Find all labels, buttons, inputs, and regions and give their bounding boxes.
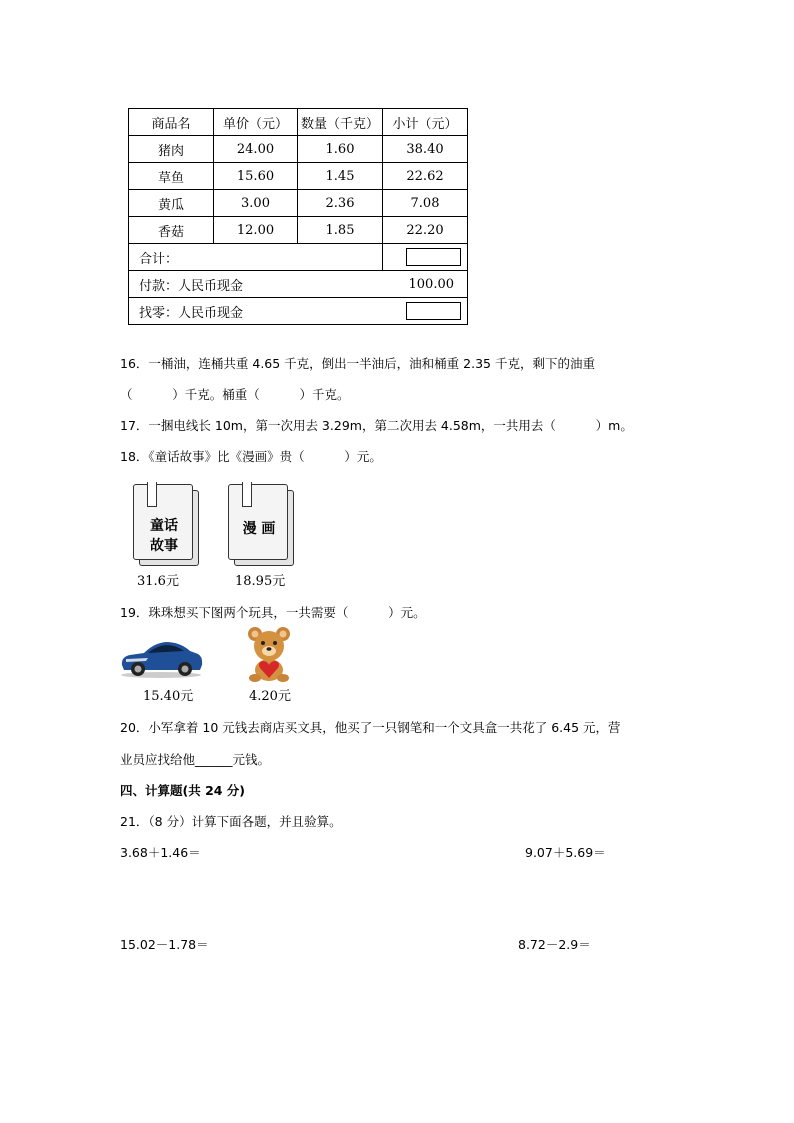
fairy-tale-book-icon	[133, 484, 199, 564]
table-cell: 1.60	[298, 136, 383, 163]
book-title-line: 故事	[150, 538, 178, 554]
table-cell: 12.00	[214, 217, 298, 244]
change-answer-cell	[383, 298, 468, 325]
teddy-bear-icon	[245, 626, 293, 682]
table-cell: 猪肉	[129, 136, 214, 163]
table-row	[129, 190, 468, 217]
payment-value: 100.00	[383, 271, 468, 298]
comic-book-price: 18.95元	[235, 574, 286, 589]
car-price: 15.40元	[143, 689, 194, 704]
question-19: 19．珠珠想买下图两个玩具，一共需要（ ）元。	[120, 605, 426, 620]
question-20-line1: 20．小军拿着 10 元钱去商店买文具，他买了一只钢笔和一个文具盒一共花了 6.45 元，营	[120, 720, 621, 735]
table-cell: 黄瓜	[129, 190, 214, 217]
calc-problem-d: 8.72－2.9＝	[518, 937, 591, 952]
table-cell: 38.40	[383, 136, 468, 163]
table-header-row	[129, 109, 468, 136]
table-cell: 15.60	[214, 163, 298, 190]
table-header-cell: 单价（元）	[214, 109, 298, 136]
table-row	[129, 163, 468, 190]
calc-problem-b: 9.07＋5.69＝	[525, 845, 606, 860]
change-label: 找零：人民币现金	[129, 298, 383, 325]
change-row	[129, 298, 468, 325]
question-21: 21．（8 分）计算下面各题，并且验算。	[120, 814, 342, 829]
total-answer-cell	[383, 244, 468, 271]
table-cell: 1.85	[298, 217, 383, 244]
teddy-bear-price: 4.20元	[249, 689, 291, 704]
car-icon	[118, 637, 204, 679]
section-heading: 四、计算题(共 24 分)	[120, 783, 246, 798]
table-cell: 22.20	[383, 217, 468, 244]
shopping-receipt-table	[128, 108, 468, 325]
comic-book-icon	[228, 484, 294, 564]
payment-row	[129, 271, 468, 298]
payment-label: 付款：人民币现金	[129, 271, 383, 298]
question-20-line2: 业员应找给他______元钱。	[120, 752, 271, 767]
fairy-tale-book-price: 31.6元	[137, 574, 179, 589]
change-answer-box[interactable]	[406, 302, 461, 320]
table-row	[129, 217, 468, 244]
table-cell: 24.00	[214, 136, 298, 163]
calc-problem-c: 15.02－1.78＝	[120, 937, 209, 952]
book-title-line: 漫 画	[242, 521, 276, 537]
table-header-cell: 数量（千克）	[298, 109, 383, 136]
table-row	[129, 136, 468, 163]
table-cell: 3.00	[214, 190, 298, 217]
table-cell: 2.36	[298, 190, 383, 217]
table-cell: 22.62	[383, 163, 468, 190]
total-label: 合计：	[129, 244, 383, 271]
table-cell: 草鱼	[129, 163, 214, 190]
question-16-line2: （ ）千克。桶重（ ）千克。	[120, 387, 350, 402]
table-cell: 1.45	[298, 163, 383, 190]
question-17: 17．一捆电线长 10m，第一次用去 3.29m，第二次用去 4.58m，一共用去（ ）m。	[120, 418, 633, 433]
table-header-cell: 小计（元）	[383, 109, 468, 136]
table-header-cell: 商品名	[129, 109, 214, 136]
question-18: 18．《童话故事》比《漫画》贵（ ）元。	[120, 449, 382, 464]
question-16-line1: 16．一桶油，连桶共重 4.65 千克，倒出一半油后，油和桶重 2.35 千克，剩下的油重	[120, 356, 595, 371]
total-answer-box[interactable]	[406, 248, 461, 266]
book-title-line: 童话	[150, 518, 178, 534]
total-row	[129, 244, 468, 271]
table-cell: 香菇	[129, 217, 214, 244]
calc-problem-a: 3.68＋1.46＝	[120, 845, 201, 860]
table-cell: 7.08	[383, 190, 468, 217]
